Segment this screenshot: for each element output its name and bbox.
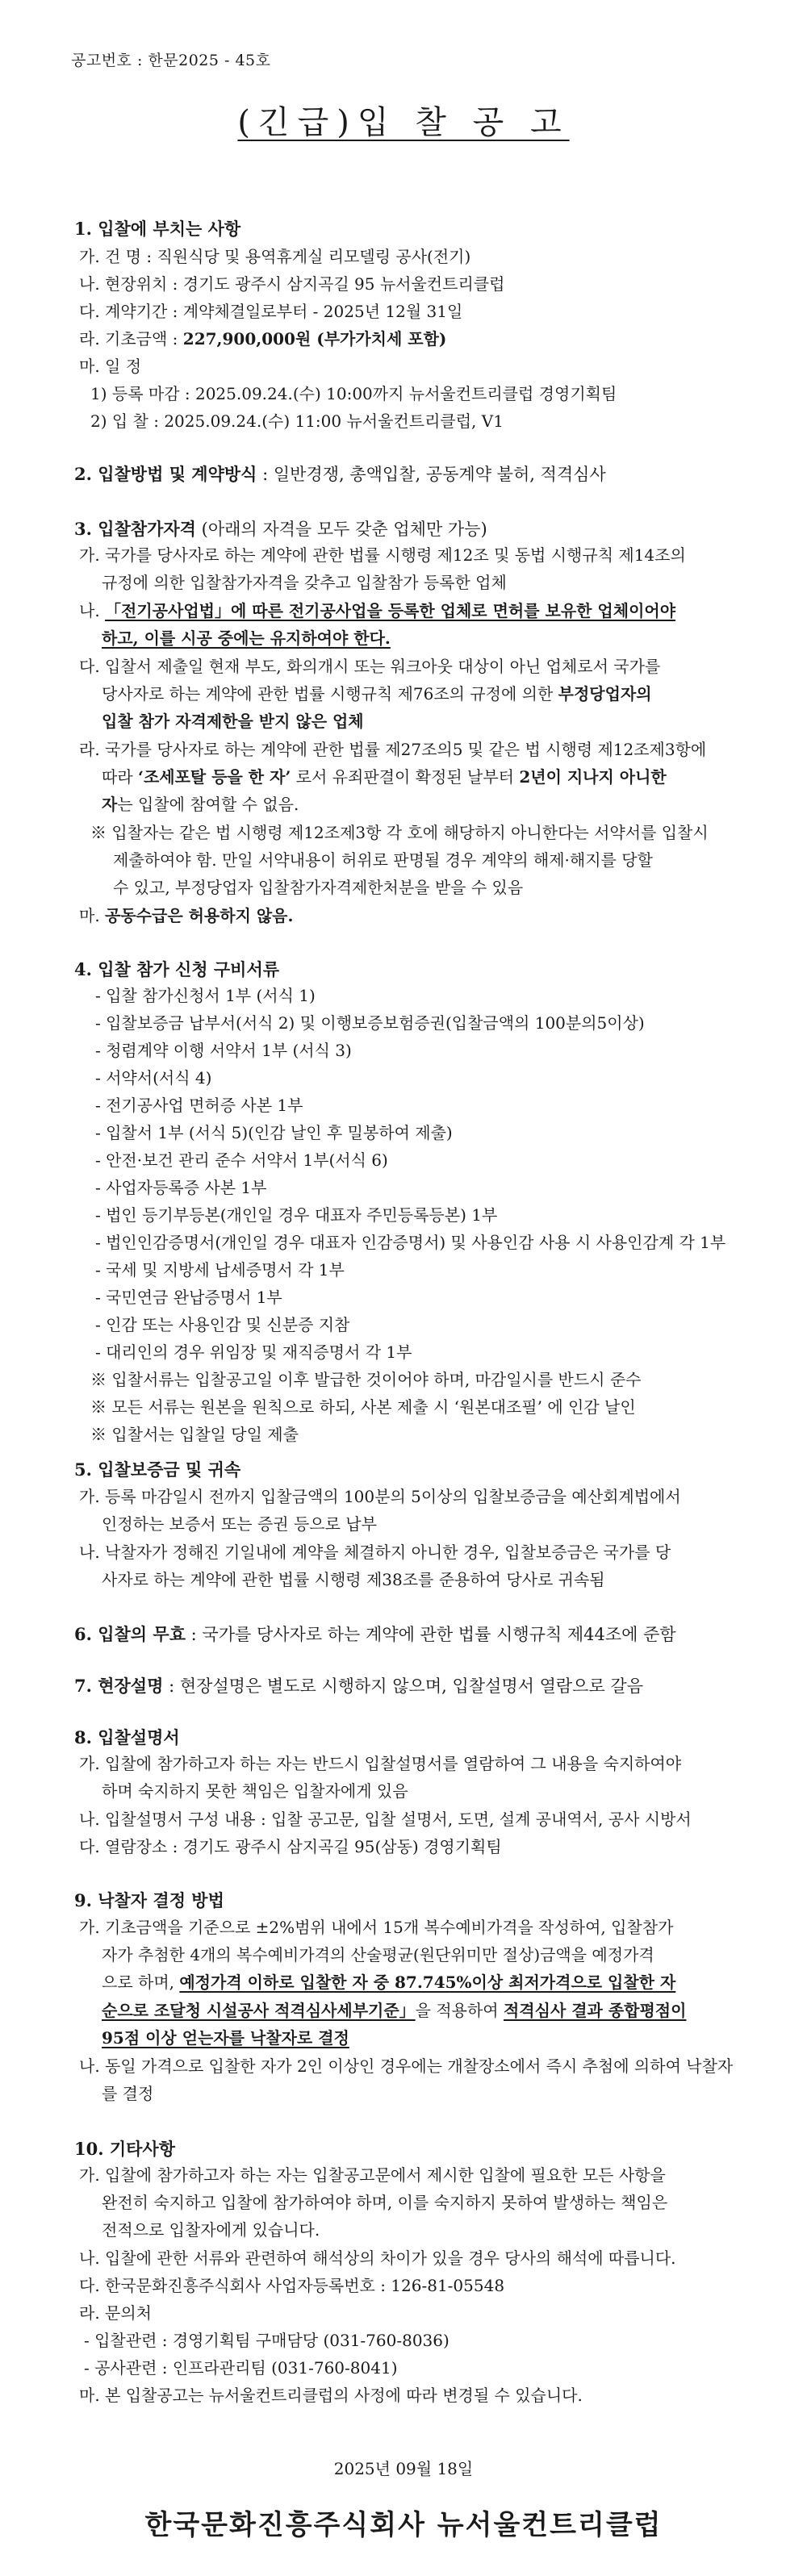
award-ga-2: 자가 추첨한 4개의 복수예비가격의 산술평균(원단위미만 절상)금액을 예정가격 [102, 1945, 654, 1964]
qual-ga-1: 가. 국가를 당사자로 하는 계약에 관한 법률 시행령 제12조 및 동법 시행규칙 제14조의 [79, 545, 686, 565]
contact-bid: - 입찰관련 : 경영기획팀 구매담당 (031-760-8036) [84, 2331, 449, 2350]
qual-da-2: 당사자로 하는 계약에 관한 법률 시행규칙 제76조의 규정에 의한 부정당업자의 [102, 684, 652, 703]
etc-na: 나. 입찰에 관한 서류와 관련하여 해석상의 차이가 있을 경우 당사의 해석에 따릅니다. [79, 2248, 676, 2268]
item-name: 가. 건 명 : 직원식당 및 용역휴게실 리모델링 공사(전기) [79, 247, 471, 266]
document-item: - 안전·보건 관리 준수 서약서 1부(서식 6) [95, 1150, 388, 1170]
document-item: - 국세 및 지방세 납세증명서 각 1부 [95, 1260, 345, 1280]
qual-note-2: 제출하여야 함. 만일 서약내용이 허위로 판명될 경우 계약의 해제·해지를 당할 [113, 850, 653, 870]
document-item: - 인감 또는 사용인감 및 신분증 지참 [95, 1315, 350, 1334]
document-item: - 입찰 참가신청서 1부 (서식 1) [95, 986, 316, 1005]
schedule-bid: 2) 입 찰 : 2025.09.24.(수) 11:00 뉴서울컨트리클럽, V1 [90, 411, 504, 431]
document-item: - 서약서(서식 4) [95, 1068, 212, 1088]
notice-number: 공고번호 : 한문2025 - 45호 [71, 52, 271, 69]
section-4-heading: 4. 입찰 참가 신청 구비서류 [74, 959, 280, 979]
qual-ga-2: 규정에 의한 입찰참가자격을 갖추고 입찰참가 등록한 업체 [102, 573, 507, 592]
section-3-heading: 3. 입찰참가자격 (아래의 자격을 모두 갖춘 업체만 가능) [74, 519, 487, 539]
document-item: - 법인 등기부등본(개인일 경우 대표자 주민등록등본) 1부 [95, 1205, 498, 1225]
qual-da-3: 입찰 참가 자격제한을 받지 않은 업체 [102, 712, 364, 731]
guide-ga-2: 하며 숙지하지 못한 책임은 입찰자에게 있음 [102, 1781, 408, 1801]
deposit-ga-2: 인정하는 보증서 또는 증권 등으로 납부 [102, 1514, 377, 1534]
section-2-heading: 2. 입찰방법 및 계약방식 : 일반경쟁, 총액입찰, 공동계약 불허, 적격심사 [74, 464, 606, 484]
qual-na-1: 나. 「전기공사업법」에 따른 전기공사업을 등록한 업체로 면허를 보유한 업체이어야 [79, 601, 676, 620]
notice-date: 2025년 09월 18일 [333, 2459, 474, 2478]
award-ga-4: 순으로 조달청 시설공사 적격심사세부기준」을 적용하여 적격심사 결과 종합평점이 [102, 2001, 687, 2020]
qual-na-2: 하고, 이를 시공 중에는 유지하여야 한다. [102, 628, 391, 648]
qual-da-1: 다. 입찰서 제출일 현재 부도, 화의개시 또는 워크아웃 대상이 아닌 업체로서 국가를 [79, 657, 661, 676]
item-location: 나. 현장위치 : 경기도 광주시 삼지곡길 95 뉴서울컨트리클럽 [79, 274, 505, 294]
etc-ga-2: 완전히 숙지하고 입찰에 참가하여야 하며, 이를 숙지하지 못하여 발생하는 책임은 [102, 2193, 668, 2212]
item-schedule: 마. 일 정 [79, 357, 142, 376]
qual-ra-2: 따라 ‘조세포탈 등을 한 자’ 로서 유죄판결이 확정된 날부터 2년이 지나지 아니한 [102, 767, 667, 787]
section-7-heading: 7. 현장설명 : 현장설명은 별도로 시행하지 않으며, 입찰설명서 열람으로 갈음 [74, 1676, 643, 1696]
section-10-heading: 10. 기타사항 [74, 2139, 175, 2159]
document-item: - 청렴계약 이행 서약서 1부 (서식 3) [95, 1041, 352, 1060]
qual-ra-1: 라. 국가를 당사자로 하는 계약에 관한 법률 제27조의5 및 같은 법 시행령 제12조제3항에 [79, 740, 707, 759]
document-item: - 입찰서 1부 (서식 5)(인감 날인 후 밀봉하여 제출) [95, 1123, 453, 1142]
document-note: ※ 입찰서류는 입찰공고일 이후 발급한 것이어야 하며, 마감일시를 반드시 준수 [90, 1370, 642, 1389]
award-ga-1: 가. 기초금액을 기준으로 ±2%범위 내에서 15개 복수예비가격을 작성하여, 입찰참가 [79, 1918, 674, 1937]
award-ga-5: 95점 이상 얻는자를 낙찰자로 결정 [102, 2028, 349, 2048]
etc-ga-3: 전적으로 입찰자에게 있습니다. [102, 2220, 320, 2240]
document-item: - 법인인감증명서(개인일 경우 대표자 인감증명서) 및 사용인감 사용 시 사용인감계 각 1부 [95, 1233, 726, 1252]
contact-construction: - 공사관련 : 인프라관리팀 (031-760-8041) [84, 2358, 398, 2378]
etc-ra: 라. 문의처 [79, 2303, 152, 2323]
etc-ga-1: 가. 입찰에 참가하고자 하는 자는 입찰공고문에서 제시한 입찰에 필요한 모든 사항을 [79, 2165, 666, 2185]
document-item: - 사업자등록증 사본 1부 [95, 1178, 267, 1197]
award-na-2: 를 결정 [102, 2084, 154, 2103]
page-title: (긴급)입 찰 공 고 [237, 104, 570, 141]
schedule-registration: 1) 등록 마감 : 2025.09.24.(수) 10:00까지 뉴서울컨트리클럽 경영기획팀 [90, 384, 617, 403]
etc-da: 다. 한국문화진흥주식회사 사업자등록번호 : 126-81-05548 [79, 2276, 505, 2295]
deposit-na-1: 나. 낙찰자가 정해진 기일내에 계약을 체결하지 아니한 경우, 입찰보증금은 국가를 당 [79, 1543, 671, 1562]
item-period: 다. 계약기간 : 계약체결일로부터 - 2025년 12월 31일 [79, 302, 463, 321]
qual-ra-3: 자는 입찰에 참여할 수 없음. [102, 795, 299, 814]
deposit-ga-1: 가. 등록 마감일시 전까지 입찰금액의 100분의 5이상의 입찰보증금을 예산회계법에서 [79, 1487, 681, 1506]
section-9-heading: 9. 낙찰자 결정 방법 [74, 1890, 224, 1910]
guide-da: 다. 열람장소 : 경기도 광주시 삼지곡길 95(삼동) 경영기획팀 [79, 1837, 502, 1856]
document-note: ※ 모든 서류는 원본을 원칙으로 하되, 사본 제출 시 ‘원본대조필’ 에 인감 날인 [90, 1397, 636, 1417]
document-item: - 전기공사업 면허증 사본 1부 [95, 1096, 303, 1115]
section-6-heading: 6. 입찰의 무효 : 국가를 당사자로 하는 계약에 관한 법률 시행규칙 제44조에 준함 [74, 1624, 676, 1644]
item-amount: 라. 기초금액 : 227,900,000원 (부가가치세 포함) [79, 329, 447, 349]
qual-note-1: ※ 입찰자는 같은 법 시행령 제12조제3항 각 호에 해당하지 아니한다는 서약서를 입찰시 [90, 823, 709, 842]
section-8-heading: 8. 입찰설명서 [74, 1727, 180, 1747]
qual-ma: 마. 공동수급은 허용하지 않음. [79, 906, 294, 925]
deposit-na-2: 사자로 하는 계약에 관한 법률 시행령 제38조를 준용하여 당사로 귀속됨 [102, 1570, 605, 1589]
award-ga-3: 으로 하며, 예정가격 이하로 입찰한 자 중 87.745%이상 최저가격으로 입찰한 자 [102, 1973, 676, 1992]
guide-na: 나. 입찰설명서 구성 내용 : 입찰 공고문, 입찰 설명서, 도면, 설계 공내역서, 공사 시방서 [79, 1810, 692, 1829]
section-5-heading: 5. 입찰보증금 및 귀속 [74, 1459, 241, 1480]
organization-name: 한국문화진흥주식회사 뉴서울컨트리클럽 [144, 2509, 663, 2541]
award-na-1: 나. 동일 가격으로 입찰한 자가 2인 이상인 경우에는 개찰장소에서 즉시 추첨에 의하여 낙찰자 [79, 2056, 734, 2076]
etc-ma: 마. 본 입찰공고는 뉴서울컨트리클럽의 사정에 따라 변경될 수 있습니다. [79, 2386, 583, 2405]
document-item: - 대리인의 경우 위임장 및 재직증명서 각 1부 [95, 1342, 412, 1362]
document-item: - 국민연금 완납증명서 1부 [95, 1288, 282, 1307]
guide-ga-1: 가. 입찰에 참가하고자 하는 자는 반드시 입찰설명서를 열람하여 그 내용을 숙지하여야 [79, 1754, 682, 1773]
section-1-heading: 1. 입찰에 부치는 사항 [74, 219, 241, 239]
qual-note-3: 수 있고, 부정당업자 입찰참가자격제한처분을 받을 수 있음 [113, 878, 524, 897]
document-item: - 입찰보증금 납부서(서식 2) 및 이행보증보험증권(입찰금액의 100분의5이상) [95, 1013, 645, 1033]
document-note: ※ 입찰서는 입찰일 당일 제출 [90, 1425, 299, 1444]
